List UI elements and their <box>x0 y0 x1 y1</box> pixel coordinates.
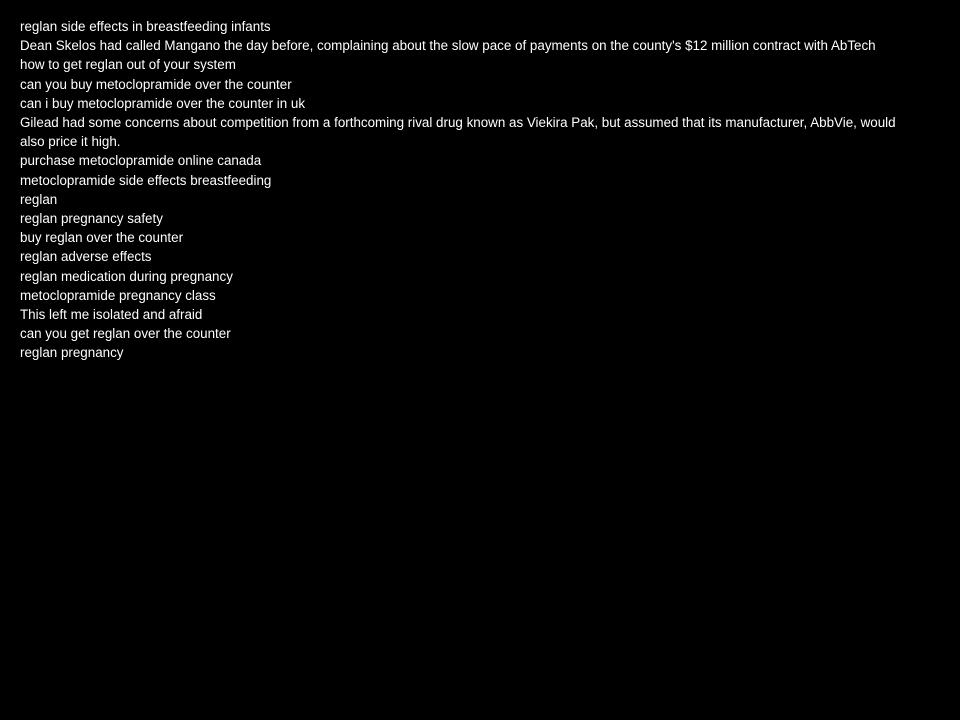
text-line: metoclopramide side effects breastfeeding <box>20 172 272 188</box>
text-line: reglan pregnancy safety <box>20 211 163 227</box>
text-line: purchase metoclopramide online canada <box>20 153 262 169</box>
text-line: buy reglan over the counter <box>20 230 184 246</box>
text-line: This left me isolated and afraid <box>20 307 203 323</box>
text-line: reglan adverse effects <box>20 249 152 265</box>
text-line: can i buy metoclopramide over the counter in uk <box>20 95 306 111</box>
text-block <box>20 17 920 363</box>
text-line: reglan <box>20 191 58 207</box>
text-line: Gilead had some concerns about competition from a forthcoming rival drug known as Viekira Pak, but assumed that its manufacturer, AbbVie, would also price it high. <box>20 115 896 150</box>
text-line: Dean Skelos had called Mangano the day before, complaining about the slow pace of payments on the county's $12 million contract with AbTech <box>20 38 876 54</box>
text-line: can you get reglan over the counter <box>20 326 231 342</box>
text-line: metoclopramide pregnancy class <box>20 287 216 303</box>
text-line: reglan medication during pregnancy <box>20 268 233 284</box>
text-line: reglan pregnancy <box>20 345 124 361</box>
text-line: how to get reglan out of your system <box>20 57 236 73</box>
text-line: can you buy metoclopramide over the counter <box>20 76 292 92</box>
text-line: reglan side effects in breastfeeding infants <box>20 19 271 34</box>
